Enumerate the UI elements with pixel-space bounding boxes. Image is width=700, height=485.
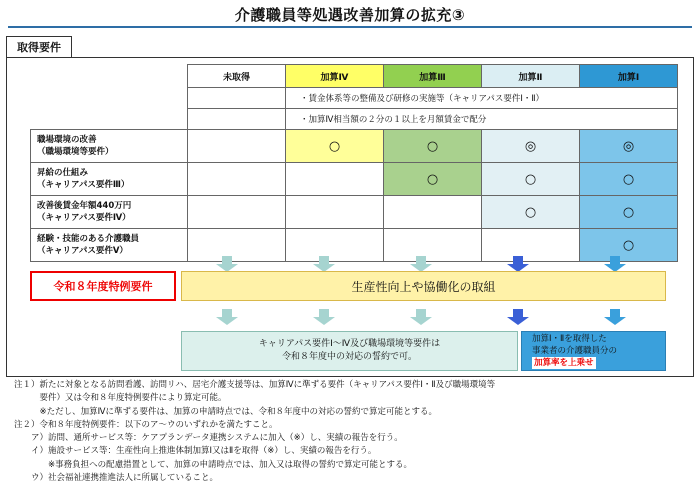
mark-cell [188, 163, 286, 196]
col-header-k1: 加算Ⅰ [580, 65, 678, 88]
col-header-k2: 加算Ⅱ [482, 65, 580, 88]
mark-cell [188, 130, 286, 163]
col-header-k4: 加算Ⅳ [286, 65, 384, 88]
rate-top-up-box [521, 331, 666, 371]
down-arrow-icon [507, 256, 529, 272]
mark-cell [482, 229, 580, 262]
footnote-line: イ）施設サービス等：生産性向上推進体制加算Ⅰ又はⅡを取得（※）し、実績の報告を行う。 [14, 446, 377, 457]
row-label-sub: （キャリアパス要件Ⅳ） [37, 213, 131, 223]
mark-cell [286, 163, 384, 196]
footnote-line: 注１）新たに対象となる訪問看護、訪問リハ、居宅介護支援等は、加算Ⅳに準ずる要件（キャリアパス要件Ⅰ・Ⅱ及び職場環境等 [14, 380, 496, 390]
down-arrow-icon [507, 309, 529, 325]
header-row [31, 65, 678, 88]
footnote-line: ア）訪問、通所サービス等：ケアプランデータ連携システムに加入（※）し、実績の報告を行う。 [14, 433, 403, 444]
title-rule [8, 26, 692, 28]
special-requirement-label: 令和８年度特例要件 [30, 271, 176, 301]
career-path-pledge-box [181, 331, 518, 371]
top-up-line1: 加算Ⅰ・Ⅱを取得した [532, 334, 607, 344]
mark-cell [286, 196, 384, 229]
page-title: 介護職員等処遇改善加算の拡充③ [234, 6, 466, 24]
row-label-main: 昇給の仕組み [37, 168, 89, 178]
down-arrow-icon [604, 256, 626, 272]
footnote-line: ※事務負担への配慮措置として、加算の申請時点では、加入又は取得の誓約で算定可能とする。 [14, 459, 412, 470]
table-row [31, 163, 678, 196]
top-up-line2: 事業者の介護職員分の [532, 346, 618, 356]
common-note-2: ・加算Ⅳ相当額の２分の１以上を月額賃金で配分 [286, 109, 678, 130]
footnotes [14, 379, 694, 485]
mark-cell: ◎ [580, 130, 678, 163]
table-row [31, 196, 678, 229]
down-arrow-icon [216, 309, 238, 325]
header-blank [31, 65, 188, 88]
down-arrow-icon [313, 256, 335, 272]
top-up-highlight: 加算率を上乗せ [534, 358, 594, 368]
mark-cell: ○ [482, 196, 580, 229]
mark-cell: ○ [384, 163, 482, 196]
footnote-line: ウ）社会福祉連携推進法人に所属していること。 [14, 473, 219, 484]
row-label-sub: （職場環境等要件） [37, 147, 114, 157]
mark-cell [384, 229, 482, 262]
mark-cell: ◎ [482, 130, 580, 163]
career-box-line2: 令和８年度中の対応の誓約で可。 [281, 352, 417, 362]
row-label [31, 130, 188, 163]
mark-cell: ○ [580, 196, 678, 229]
mark-cell: ○ [580, 163, 678, 196]
table-row [31, 229, 678, 262]
mark-cell [188, 196, 286, 229]
mark-cell: ○ [482, 163, 580, 196]
row-label-sub: （キャリアパス要件Ⅲ） [37, 180, 130, 190]
row-label-main: 経験・技能のある介護職員 [37, 234, 140, 244]
section-tab: 取得要件 [6, 36, 72, 58]
down-arrow-icon [410, 256, 432, 272]
row-label-main: 改善後賃金年額440万円 [37, 201, 132, 211]
mark-cell: ○ [384, 130, 482, 163]
mark-cell: ○ [286, 130, 384, 163]
footnote-line: ※ただし、加算Ⅳに準ずる要件は、加算の申請時点では、令和８年度中の対応の誓約で算定可能とする。 [14, 406, 437, 417]
row-label [31, 163, 188, 196]
row-label-sub: （キャリアパス要件Ⅴ） [37, 246, 128, 256]
row-label [31, 196, 188, 229]
down-arrow-icon [604, 309, 626, 325]
footnote-line: 要件）又は令和８年度特例要件により算定可能。 [14, 393, 227, 404]
row-label [31, 229, 188, 262]
down-arrow-icon [216, 256, 238, 272]
down-arrow-icon [410, 309, 432, 325]
productivity-bar: 生産性向上や協働化の取組 [181, 271, 666, 301]
col-header-none: 未取得 [188, 65, 286, 88]
common-note-row [31, 109, 678, 130]
requirements-table [30, 64, 678, 262]
col-header-k3: 加算Ⅲ [384, 65, 482, 88]
down-arrow-icon [313, 309, 335, 325]
common-note-row [31, 88, 678, 109]
row-label-main: 職場環境の改善 [37, 135, 97, 145]
mark-cell [384, 196, 482, 229]
footnote-line: 注２）令和８年度特例要件：以下のア～ウのいずれかを満たすこと。 [14, 419, 278, 430]
table-row [31, 130, 678, 163]
career-box-line1: キャリアパス要件Ⅰ～Ⅳ及び職場環境等要件は [258, 339, 441, 349]
mark-cell: ○ [580, 229, 678, 262]
common-note-1: ・賃金体系等の整備及び研修の実施等（キャリアパス要件Ⅰ・Ⅱ） [286, 88, 678, 109]
